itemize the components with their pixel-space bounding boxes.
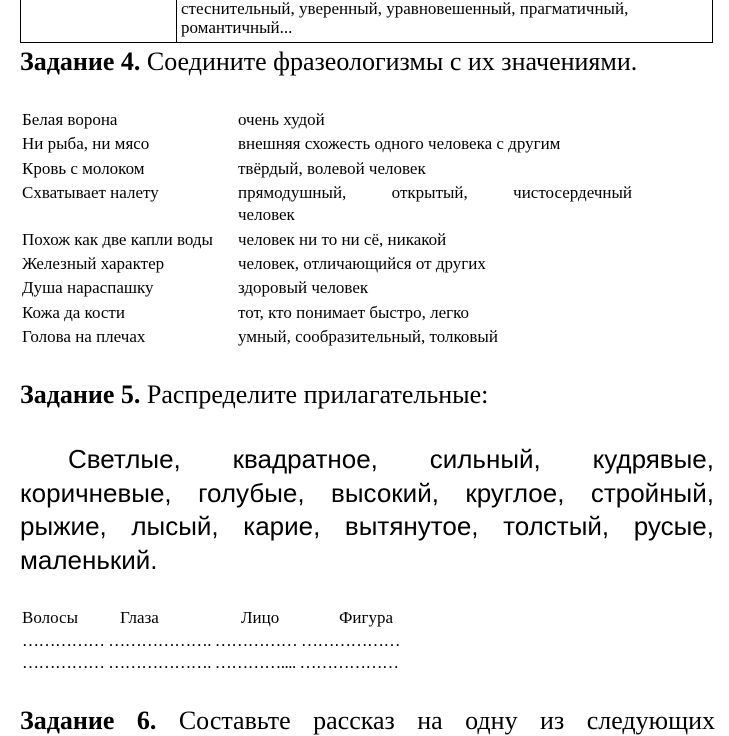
table-row bbox=[22, 109, 632, 131]
task6-label: Задание 6. bbox=[20, 706, 157, 735]
meaning: твёрдый, волевой человек bbox=[238, 158, 426, 178]
table-row bbox=[22, 182, 632, 226]
meaning: внешняя схожесть одного человека с другим bbox=[238, 134, 561, 154]
table-column-divider bbox=[176, 0, 177, 42]
meaning: очень худой bbox=[238, 110, 325, 129]
task5-label: Задание 5. bbox=[20, 380, 141, 409]
answer-dots-line-1: …………… ………………. …………… ……………… bbox=[22, 631, 400, 650]
idiom: Голова на плечах bbox=[22, 327, 146, 347]
idiom: Схватывает налету bbox=[22, 183, 159, 203]
task5-heading bbox=[20, 380, 488, 410]
table-row bbox=[22, 253, 632, 275]
task6-heading bbox=[20, 706, 715, 736]
meaning: тот, кто понимает быстро, легко bbox=[238, 302, 469, 322]
meaning-line1: прямодушный, открытый, чистосердечный bbox=[238, 183, 632, 203]
table-row bbox=[22, 302, 632, 324]
meaning-line2: человек bbox=[238, 205, 295, 225]
table-row bbox=[22, 277, 632, 299]
task5-text: Распределите прилагательные: bbox=[146, 380, 489, 409]
answer-dots-line-2: …………… ………………. ………….... ……………… bbox=[22, 653, 399, 672]
task6-text: Составьте рассказ на одну из следующих bbox=[178, 706, 716, 735]
category-eyes: Глаза bbox=[120, 608, 159, 627]
meaning: человек, отличающийся от других bbox=[238, 253, 486, 273]
idiom: Ни рыба, ни мясо bbox=[22, 134, 150, 154]
table-cell-traits: стеснительный, уверенный, уравновешенный, прагматичный, романтичный... bbox=[181, 0, 629, 37]
idiom: Кожа да кости bbox=[22, 302, 125, 322]
top-table-fragment bbox=[20, 0, 713, 43]
meaning: умный, сообразительный, толковый bbox=[238, 327, 498, 347]
category-hair: Волосы bbox=[22, 608, 78, 627]
adjectives-paragraph bbox=[20, 443, 714, 577]
table-row bbox=[22, 133, 632, 155]
meaning: человек ни то ни сё, никакой bbox=[238, 229, 447, 249]
meaning: здоровый человек bbox=[238, 278, 369, 298]
task4-label: Задание 4. bbox=[20, 47, 141, 76]
task4-heading bbox=[20, 47, 637, 77]
table-row bbox=[22, 229, 632, 251]
idiom: Белая ворона bbox=[22, 110, 118, 129]
category-figure: Фигура bbox=[339, 608, 394, 627]
category-face: Лицо bbox=[241, 608, 280, 627]
idiom: Железный характер bbox=[22, 253, 165, 273]
idiom: Кровь с молоком bbox=[22, 158, 145, 178]
task4-text: Соедините фразеологизмы с их значениями. bbox=[146, 47, 638, 76]
phraseology-table bbox=[22, 109, 632, 351]
table-row bbox=[22, 158, 632, 180]
idiom: Душа нараспашку bbox=[22, 278, 154, 298]
adjectives-text: Светлые, квадратное, сильный, кудрявые, коричневые, голубые, высокий, круглое, стройный, рыжие, лысый, карие, вытянутое, толстый, русые, маленький. bbox=[20, 444, 714, 575]
table-row bbox=[22, 326, 632, 348]
idiom: Похож как две капли воды bbox=[22, 229, 213, 249]
meaning bbox=[238, 182, 632, 226]
